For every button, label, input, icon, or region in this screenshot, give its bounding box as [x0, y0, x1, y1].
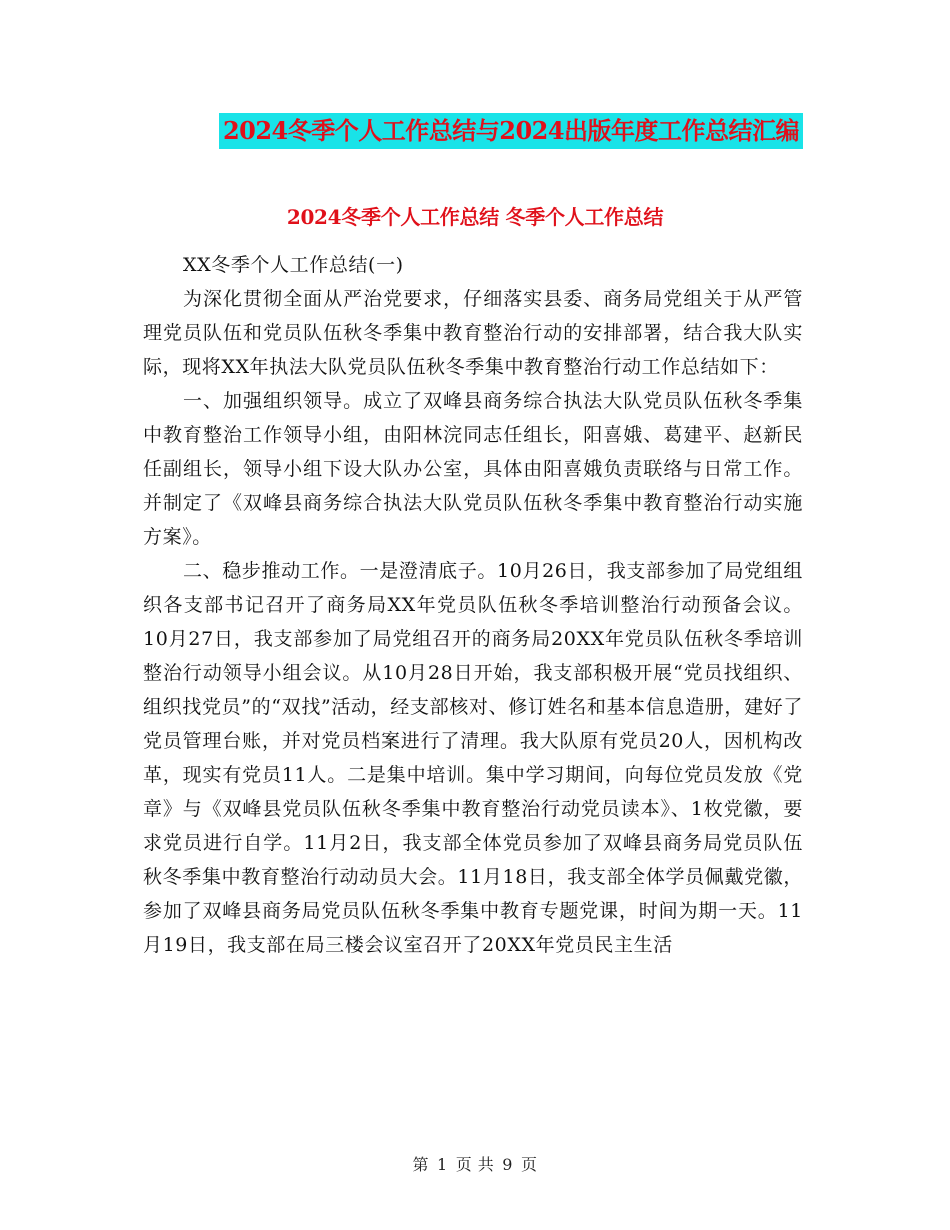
- footer-prefix: 第: [412, 1155, 430, 1174]
- paragraph: 一、加强组织领导。成立了双峰县商务综合执法大队党员队伍秋冬季集中教育整治工作领导小组，由阳林浣同志任组长，阳喜娥、葛建平、赵新民任副组长，领导小组下设大队办公室，具体由阳喜娥负责联络与日常工作。并制定了《双峰县商务综合执法大队党员队伍秋冬季集中教育整治行动实施方案》。: [143, 390, 803, 548]
- main-title: 2024冬季个人工作总结与2024出版年度工作总结汇编: [219, 113, 803, 149]
- paragraph: 二、稳步推动工作。一是澄清底子。10月26日，我支部参加了局党组组织各支部书记召开了商务局XX年党员队伍秋冬季培训整治行动预备会议。10月27日，我支部参加了局党组召开的商务局20XX年党员队伍秋冬季培训整治行动领导小组会议。从10月28日开始，我支部积极开展“党员找组织、组织找党员”的“双找”活动，经支部核对、修订姓名和基本信息造册，建好了党员管理台账，并对党员档案进行了清理。我大队原有党员20人，因机构改革，现实有党员11人。二是集中培训。集中学习期间，向每位党员发放《党章》与《双峰县党员队伍秋冬季集中教育整治行动党员读本》、1枚党徽，要求党员进行自学。11月2日，我支部全体党员参加了双峰县商务局党员队伍秋冬季集中教育整治行动动员大会。11月18日，我支部全体学员佩戴党徽，参加了双峰县商务局党员队伍秋冬季集中教育专题党课，时间为期一天。11月19日，我支部在局三楼会议室召开了20XX年党员民主生活: [143, 560, 803, 956]
- main-title-wrap: [0, 113, 950, 149]
- paragraph: 为深化贯彻全面从严治党要求，仔细落实县委、商务局党组关于从严管理党员队伍和党员队伍秋冬季集中教育整治行动的安排部署，结合我大队实际，现将XX年执法大队党员队伍秋冬季集中教育整治行动工作总结如下：: [143, 288, 803, 378]
- footer-total-pages: 9: [502, 1155, 513, 1174]
- footer-middle: 页 共: [455, 1155, 495, 1174]
- page-footer: [0, 1151, 950, 1179]
- document-body: [143, 248, 803, 962]
- footer-page-number: 1: [437, 1155, 448, 1174]
- footer-suffix: 页: [520, 1155, 538, 1174]
- paragraph: XX冬季个人工作总结(一): [183, 254, 404, 276]
- section-title: 2024冬季个人工作总结 冬季个人工作总结: [286, 205, 664, 229]
